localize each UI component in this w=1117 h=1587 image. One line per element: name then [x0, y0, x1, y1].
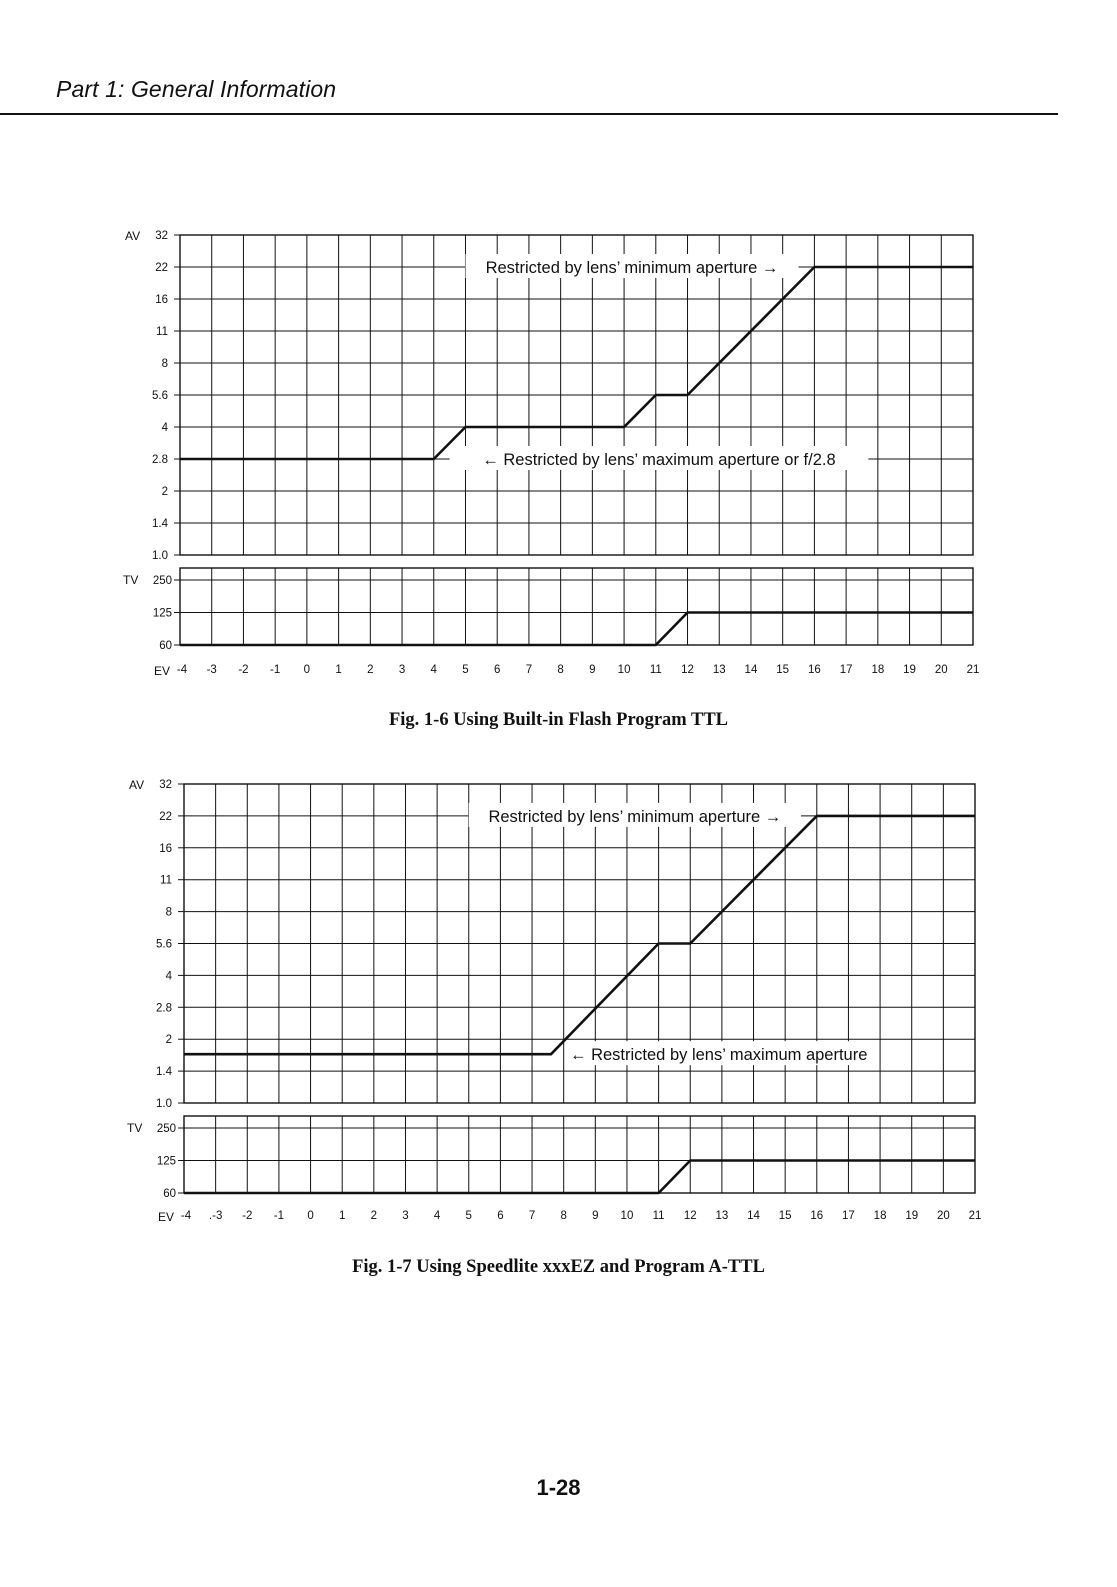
- av-tick-label: 11: [156, 326, 168, 338]
- ev-tick-label: 2: [370, 1210, 378, 1222]
- tv-tick-label: 125: [152, 607, 172, 620]
- ev-tick-label: 2: [367, 664, 374, 676]
- ev-tick-label: 14: [744, 664, 758, 676]
- ev-tick-label: -3: [206, 664, 217, 676]
- ev-tick-label: 8: [560, 1210, 567, 1222]
- ev-tick-label: 15: [776, 664, 790, 676]
- tv-tick-label: 125: [156, 1155, 176, 1168]
- av-tick-label: 5.6: [156, 938, 172, 951]
- ev-tick-label: 13: [712, 664, 726, 676]
- ev-tick-label: 13: [715, 1210, 729, 1222]
- ev-tick-label: 6: [493, 664, 501, 676]
- page-number: 1-28: [536, 1475, 581, 1500]
- ev-tick-label: 16: [810, 1210, 824, 1222]
- ev-tick-label: -2: [242, 1210, 253, 1222]
- ev-tick-label: 3: [398, 664, 406, 676]
- tv-tick-label: 250: [156, 1123, 176, 1135]
- av-tick-label: 2.8: [152, 454, 168, 466]
- ev-tick-label: 19: [903, 664, 916, 676]
- av-tick-label: 2: [161, 486, 168, 498]
- av-tick-label: 22: [155, 262, 168, 274]
- ev-tick-label: 15: [778, 1210, 792, 1222]
- av-tick-label: 4: [161, 422, 168, 434]
- ev-axis-label: EV: [154, 664, 171, 678]
- ev-tick-label: 12: [681, 664, 694, 676]
- tv-tick-label: 60: [163, 1188, 176, 1200]
- ev-tick-label: 1: [338, 1210, 346, 1222]
- ev-tick-label: 0: [307, 1210, 314, 1222]
- ev-tick-label: -2: [238, 664, 249, 676]
- av-program-line: [184, 816, 975, 1054]
- ev-tick-label: 11: [652, 1210, 665, 1222]
- ev-tick-label: 12: [683, 1210, 697, 1222]
- av-tick-label: 1.0: [156, 1098, 172, 1110]
- ev-tick-label: 9: [589, 664, 596, 676]
- ev-tick-label: -1: [270, 664, 281, 676]
- ev-tick-label: 9: [592, 1210, 599, 1222]
- ev-tick-label: -4: [176, 664, 188, 676]
- av-tick-label: 11: [160, 874, 172, 887]
- ev-tick-label: 5: [462, 664, 469, 676]
- av-tick-label: 5.6: [152, 390, 168, 402]
- ev-tick-label: 17: [842, 1210, 855, 1222]
- av-tick-label: 8: [165, 906, 172, 919]
- annotation-label: Restricted by lens’ minimum aperture →: [485, 259, 779, 277]
- ev-axis-label: EV: [158, 1210, 175, 1224]
- caption-fig-1-7: Fig. 1-7 Using Speedlite xxxEZ and Program A-TTL: [352, 1257, 765, 1277]
- av-axis-label: AV: [129, 778, 145, 792]
- ev-tick-label: 8: [557, 664, 564, 676]
- ev-tick-label: 18: [871, 664, 885, 676]
- ev-tick-label: 20: [936, 1210, 950, 1222]
- av-tick-label: 1.4: [152, 518, 168, 530]
- ev-tick-label: 19: [905, 1210, 919, 1222]
- av-tick-label: 32: [155, 230, 168, 242]
- av-axis-label: AV: [125, 229, 141, 243]
- av-tick-label: 2: [165, 1034, 172, 1047]
- ev-tick-label: 5: [465, 1210, 472, 1222]
- av-tick-label: 2.8: [156, 1002, 172, 1015]
- page-header-title: Part 1: General Information: [56, 76, 337, 102]
- caption-fig-1-6: Fig. 1-6 Using Built-in Flash Program TTL: [388, 710, 729, 730]
- av-tick-label: 22: [159, 810, 172, 823]
- av-tick-label: 1.4: [156, 1066, 172, 1079]
- ev-tick-label: -1: [273, 1210, 285, 1222]
- ev-tick-label: 10: [617, 664, 631, 676]
- av-tick-label: 1.0: [152, 550, 168, 562]
- ev-tick-label: 20: [934, 664, 948, 676]
- tv-tick-label: 60: [159, 640, 172, 652]
- ev-tick-label: 21: [966, 664, 980, 676]
- tv-program-line: [184, 1161, 975, 1194]
- ev-tick-label: 21: [968, 1210, 982, 1222]
- ev-tick-label: 4: [430, 664, 437, 676]
- ev-tick-label: 7: [528, 1210, 536, 1222]
- ev-tick-label: 17: [839, 664, 853, 676]
- av-tick-label: 16: [159, 842, 172, 855]
- annotation-label: Restricted by lens’ minimum aperture →: [488, 807, 782, 826]
- ev-tick-label: -4: [180, 1210, 192, 1222]
- tv-axis-label: TV: [123, 573, 139, 587]
- av-tick-label: 4: [165, 970, 172, 983]
- tv-tick-label: 250: [152, 575, 172, 587]
- ev-tick-label: 3: [402, 1210, 409, 1222]
- ev-tick-label: 6: [497, 1210, 504, 1222]
- tv-axis-label: TV: [127, 1121, 143, 1135]
- ev-tick-label: 4: [433, 1210, 441, 1222]
- av-tick-label: 32: [159, 779, 172, 791]
- ev-tick-label: 16: [808, 664, 821, 676]
- annotation-label: ← Restricted by lens’ maximum aperture: [570, 1046, 868, 1065]
- ev-tick-label: 0: [303, 664, 311, 676]
- av-tick-label: 16: [155, 294, 168, 306]
- ev-tick-label: 11: [649, 664, 662, 676]
- ev-tick-label: .-3: [208, 1210, 223, 1222]
- ev-tick-label: 7: [525, 664, 533, 676]
- ev-tick-label: 14: [747, 1210, 760, 1222]
- ev-tick-label: 10: [620, 1210, 634, 1222]
- annotation-label: ← Restricted by lens’ maximum aperture or f/2.8: [482, 451, 836, 469]
- ev-tick-label: 1: [335, 664, 342, 676]
- ev-tick-label: 18: [873, 1210, 887, 1222]
- av-tick-label: 8: [161, 358, 168, 370]
